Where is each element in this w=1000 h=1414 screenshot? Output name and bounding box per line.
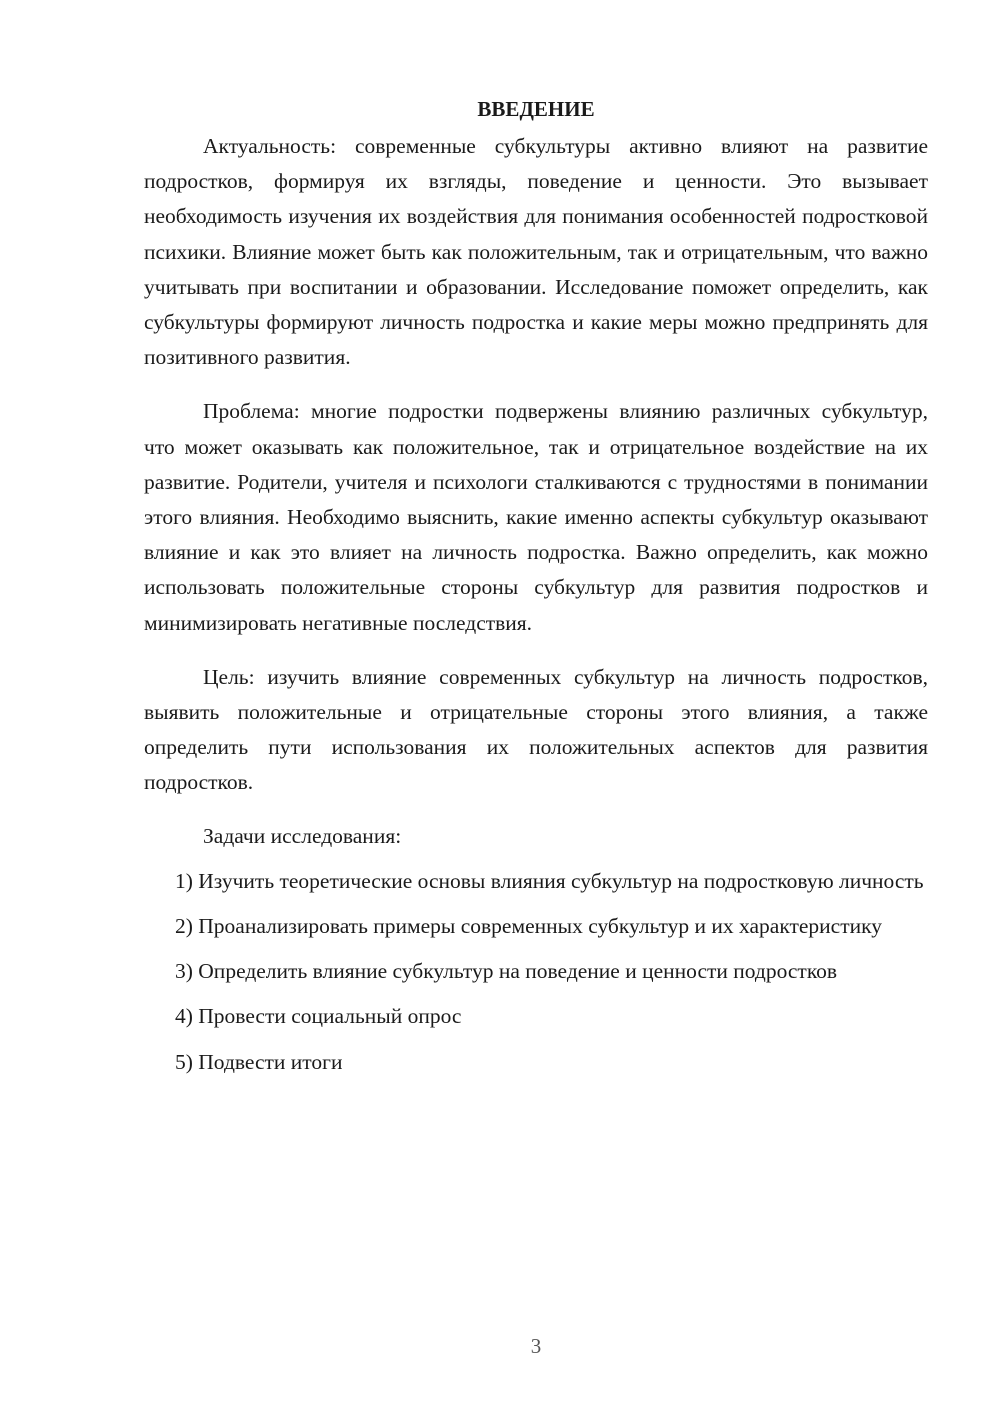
paragraph-goal: Цель: изучить влияние современных субкультур на личность подростков, выявить положительные и отрицательные стороны этого влияния, а также определить пути использования их положительных аспектов для развития подростков. (144, 664, 928, 795)
list-item-task-2: 2) Проанализировать примеры современных субкультур и их характеристику (175, 914, 883, 939)
document-page (144, 92, 928, 1080)
list-item-task-4: 4) Провести социальный опрос (175, 1004, 462, 1029)
list-item-task-3: 3) Определить влияние субкультур на поведение и ценности подростков (175, 959, 838, 984)
paragraph-problem: Проблема: многие подростки подвержены влиянию различных субкультур, что может оказывать как положительное, так и отрицательное воздействие на их развитие. Родители, учителя и психологи сталкиваются с трудностями в понимании этого влияния. Необходимо выяснить, какие именно аспекты субкультур оказывают влияние и как это влияет на личность подростка. Важно определить, как можно использовать положительные стороны субкультур для развития подростков и минимизировать негативные последствия. (144, 399, 928, 635)
list-item-task-1: 1) Изучить теоретические основы влияния субкультур на подростковую личность (175, 868, 924, 893)
paragraph-relevance: Актуальность: современные субкультуры активно влияют на развитие подростков, формируя их взгляды, поведение и ценности. Это вызывает необходимость изучения их воздействия для понимания особенностей подростковой психики. Влияние может быть как положительным, так и отрицательным, что важно учитывать при воспитании и образовании. Исследование поможет определить, как субкультуры формируют личность подростка и какие меры можно предпринять для позитивного развития. (144, 134, 928, 370)
list-item-task-5: 5) Подвести итоги (175, 1049, 343, 1074)
section-heading: ВВЕДЕНИЕ (477, 97, 595, 121)
page-number: 3 (530, 1334, 542, 1358)
paragraph-tasks-intro: Задачи исследования: (203, 823, 402, 848)
